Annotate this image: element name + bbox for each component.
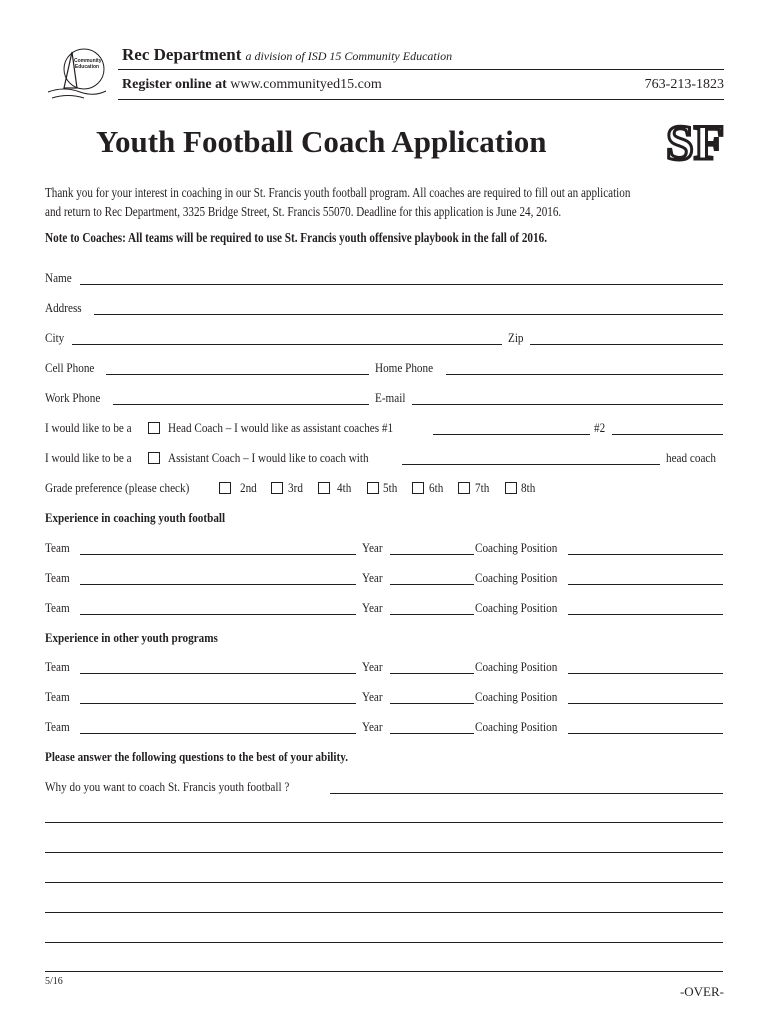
work-phone-label: Work Phone [45,390,101,405]
name-field[interactable] [80,284,723,285]
question-1-answer-line-3[interactable] [45,852,723,853]
football-year-field-1[interactable] [390,554,474,555]
other-year-field-2[interactable] [390,703,474,704]
football-team-field-1[interactable] [80,554,356,555]
address-field[interactable] [94,314,723,315]
register-label: Register online at [122,77,227,92]
grade-4th-label: 4th [337,480,352,495]
header-rule-bottom [118,99,724,100]
city-field[interactable] [72,344,502,345]
other-position-label-1: Coaching Position [475,659,558,674]
coach-with-field[interactable] [402,464,660,465]
assistant-2-field[interactable] [612,434,723,435]
version-code: 5/16 [45,976,63,987]
address-label: Address [45,300,82,315]
other-year-field-1[interactable] [390,673,474,674]
football-position-field-3[interactable] [568,614,723,615]
other-team-label-2: Team [45,689,70,704]
football-year-field-2[interactable] [390,584,474,585]
home-phone-field[interactable] [446,374,723,375]
football-year-label-3: Year [362,600,383,615]
football-year-field-3[interactable] [390,614,474,615]
grade-8th-checkbox[interactable] [505,482,517,494]
grade-label: Grade preference (please check) [45,480,190,495]
grade-6th-checkbox[interactable] [412,482,424,494]
question-1-answer-line-4[interactable] [45,882,723,883]
football-position-field-1[interactable] [568,554,723,555]
other-team-field-3[interactable] [80,733,356,734]
question-1-answer-line-2[interactable] [45,822,723,823]
logo-text: Community Education [74,58,102,70]
assistant-coach-label: Assistant Coach – I would like to coach with [168,450,369,465]
role-prefix-assistant: I would like to be a [45,450,132,465]
questions-heading: Please answer the following questions to the best of your ability. [45,749,349,764]
football-team-label-1: Team [45,540,70,555]
coach-note: Note to Coaches: All teams will be required to use St. Francis youth offensive playbook in the fall of 2016. [45,231,548,246]
register-url[interactable]: www.communityed15.com [230,77,382,92]
grade-5th-checkbox[interactable] [367,482,379,494]
other-team-label-1: Team [45,659,70,674]
home-phone-label: Home Phone [375,360,434,375]
other-position-label-3: Coaching Position [475,719,558,734]
register-line [122,77,382,93]
head-coach-checkbox[interactable] [148,422,160,434]
work-phone-field[interactable] [113,404,369,405]
grade-8th-label: 8th [521,480,536,495]
grade-4th-checkbox[interactable] [318,482,330,494]
other-year-field-3[interactable] [390,733,474,734]
grade-7th-label: 7th [475,480,490,495]
other-position-field-3[interactable] [568,733,723,734]
grade-7th-checkbox[interactable] [458,482,470,494]
football-position-label-1: Coaching Position [475,540,558,555]
role-prefix-head: I would like to be a [45,420,132,435]
phone-number: 763-213-1823 [644,77,724,92]
football-position-label-3: Coaching Position [475,600,558,615]
assistant-1-field[interactable] [433,434,590,435]
grade-6th-label: 6th [429,480,444,495]
football-team-label-2: Team [45,570,70,585]
other-team-field-2[interactable] [80,703,356,704]
grade-2nd-checkbox[interactable] [219,482,231,494]
cell-phone-field[interactable] [106,374,369,375]
grade-3rd-checkbox[interactable] [271,482,283,494]
other-team-field-1[interactable] [80,673,356,674]
football-team-field-2[interactable] [80,584,356,585]
intro-line-2: and return to Rec Department, 3325 Bridge Street, St. Francis 55070. Deadline for this application is June 24, 2016. [45,205,562,220]
football-year-label-2: Year [362,570,383,585]
football-team-label-3: Team [45,600,70,615]
head-coach-suffix: head coach [666,450,716,465]
city-label: City [45,330,65,345]
email-field[interactable] [412,404,723,405]
zip-field[interactable] [530,344,723,345]
football-position-field-2[interactable] [568,584,723,585]
football-team-field-3[interactable] [80,614,356,615]
sf-logo: SF [666,114,725,170]
football-year-label-1: Year [362,540,383,555]
cell-phone-label: Cell Phone [45,360,95,375]
zip-label: Zip [508,330,524,345]
question-1-answer-line-1[interactable] [330,793,723,794]
other-position-field-2[interactable] [568,703,723,704]
org-tagline: a division of ISD 15 Community Education [245,49,453,63]
intro-line-1: Thank you for your interest in coaching in our St. Francis youth football program. All coaches are required to fill out an application [45,186,631,201]
head-coach-label: Head Coach – I would like as assistant coaches #1 [168,420,394,435]
question-1-label: Why do you want to coach St. Francis youth football ? [45,779,290,794]
assistant-2-label: #2 [594,420,606,435]
community-education-logo [44,42,112,104]
other-year-label-3: Year [362,719,383,734]
grade-2nd-label: 2nd [240,480,257,495]
over-indicator: -OVER- [679,984,724,999]
other-position-label-2: Coaching Position [475,689,558,704]
name-label: Name [45,270,72,285]
question-1-answer-line-7[interactable] [45,971,723,972]
experience-other-heading: Experience in other youth programs [45,630,218,645]
experience-football-heading: Experience in coaching youth football [45,510,226,525]
football-position-label-2: Coaching Position [475,570,558,585]
org-line [122,45,452,65]
page-title: Youth Football Coach Application [96,124,547,159]
other-year-label-2: Year [362,689,383,704]
grade-5th-label: 5th [383,480,398,495]
email-label: E-mail [375,390,406,405]
other-team-label-3: Team [45,719,70,734]
assistant-coach-checkbox[interactable] [148,452,160,464]
other-position-field-1[interactable] [568,673,723,674]
header-rule [118,69,724,70]
org-name: Rec Department [122,45,242,64]
other-year-label-1: Year [362,659,383,674]
question-1-answer-line-6[interactable] [45,942,723,943]
question-1-answer-line-5[interactable] [45,912,723,913]
grade-3rd-label: 3rd [288,480,303,495]
